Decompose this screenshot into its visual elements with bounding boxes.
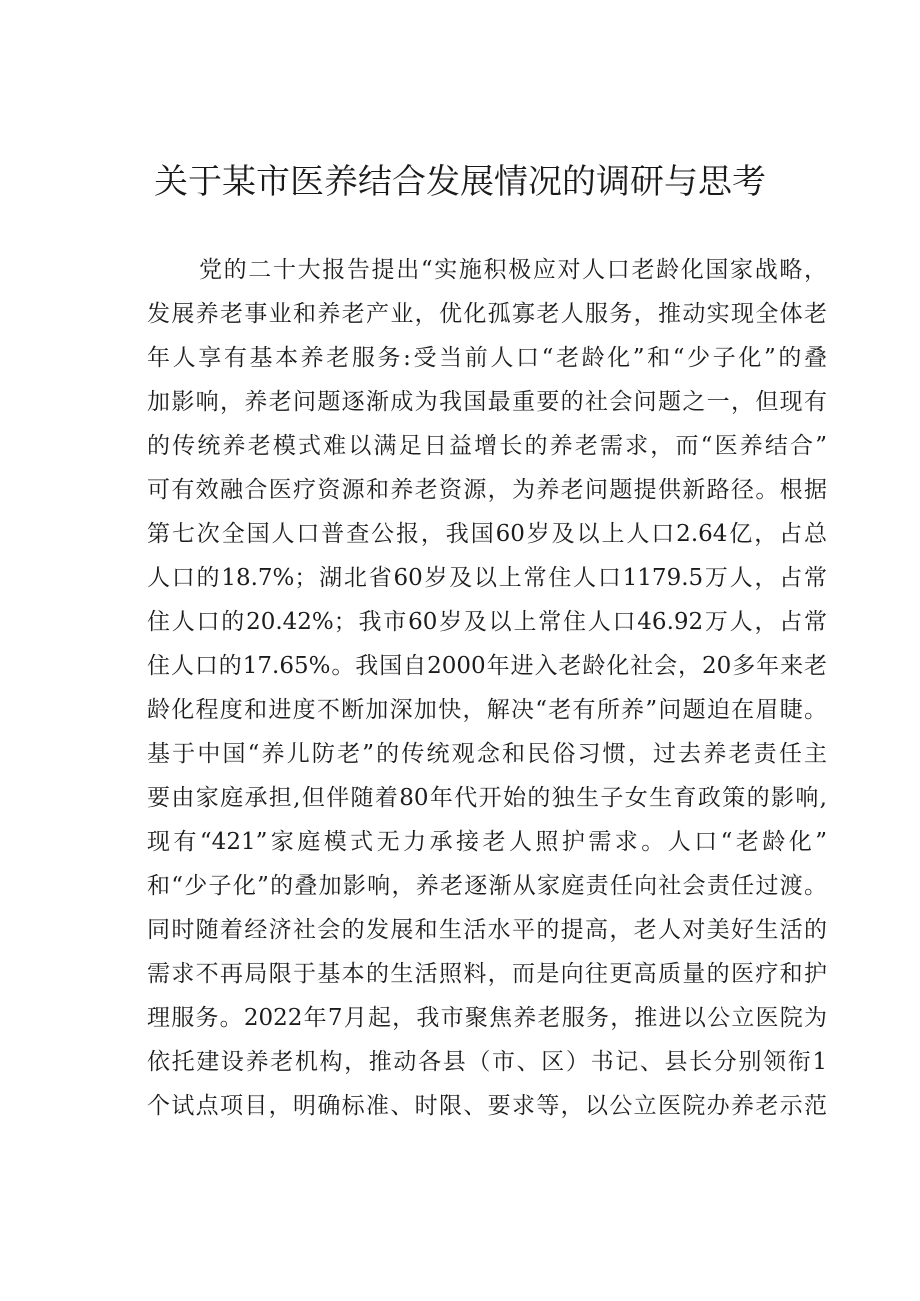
paragraph-line: 依托建设养老机构，推动各县（市、区）书记、县长分别领衔1 xyxy=(147,1049,827,1075)
paragraph-line: 基于中国“养儿防老”的传统观念和民俗习惯，过去养老责任主 xyxy=(147,741,827,767)
paragraph-line: 加影响，养老问题逐渐成为我国最重要的社会问题之一，但现有 xyxy=(147,389,827,415)
paragraph-line: 第七次全国人口普查公报，我国60岁及以上人口2.64亿，占总 xyxy=(147,521,827,547)
body-paragraph xyxy=(147,248,827,1128)
paragraph-line: 理服务。2022年7月起，我市聚焦养老服务，推进以公立医院为 xyxy=(147,1005,827,1031)
paragraph-line: 党的二十大报告提出“实施积极应对人口老龄化国家战略， xyxy=(199,257,827,283)
paragraph-line: 龄化程度和进度不断加深加快，解决“老有所养”问题迫在眉睫。 xyxy=(147,697,827,723)
paragraph-line: 个试点项目，明确标准、时限、要求等，以公立医院办养老示范 xyxy=(147,1093,827,1119)
paragraph-line: 需求不再局限于基本的生活照料，而是向往更高质量的医疗和护 xyxy=(147,961,827,987)
paragraph-line: 人口的18.7%；湖北省60岁及以上常住人口1179.5万人，占常 xyxy=(147,565,827,591)
paragraph-line: 现有“421”家庭模式无力承接老人照护需求。人口“老龄化” xyxy=(147,829,827,855)
document-title: 关于某市医养结合发展情况的调研与思考 xyxy=(154,162,766,202)
paragraph-line: 住人口的17.65%。我国自2000年进入老龄化社会，20多年来老 xyxy=(147,653,827,679)
paragraph-line: 要由家庭承担,但伴随着80年代开始的独生子女生育政策的影响, xyxy=(147,785,827,811)
paragraph-line: 住人口的20.42%；我市60岁及以上常住人口46.92万人，占常 xyxy=(147,609,827,635)
paragraph-line: 的传统养老模式难以满足日益增长的养老需求，而“医养结合” xyxy=(147,433,827,459)
paragraph-line: 年人享有基本养老服务:受当前人口“老龄化”和“少子化”的叠 xyxy=(147,345,827,371)
paragraph-line: 和“少子化”的叠加影响，养老逐渐从家庭责任向社会责任过渡。 xyxy=(147,873,827,899)
paragraph-line: 发展养老事业和养老产业，优化孤寡老人服务，推动实现全体老 xyxy=(147,301,827,327)
paragraph-line: 可有效融合医疗资源和养老资源，为养老问题提供新路径。根据 xyxy=(147,477,827,503)
paragraph-line: 同时随着经济社会的发展和生活水平的提高，老人对美好生活的 xyxy=(147,917,827,943)
